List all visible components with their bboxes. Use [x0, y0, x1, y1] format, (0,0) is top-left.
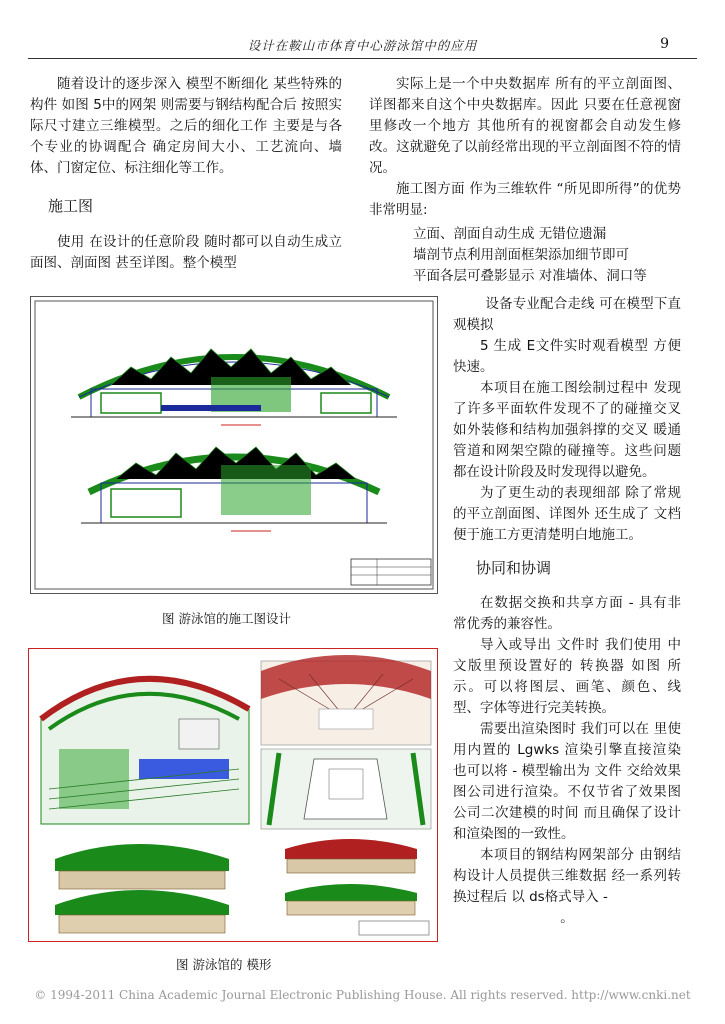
right-para-2: 施工图方面 作为三维软件 “所见即所得”的优势非常明显:: [369, 181, 681, 218]
figure-construction-drawings: [30, 296, 438, 594]
right-para-6: 为了更生动的表现细部 除了常规的平立剖面图、详图外 还生成了 文档 便于施工方更清楚明白地施工。: [453, 485, 681, 543]
elevation-render-2: [55, 890, 229, 933]
left-column-top: [30, 74, 342, 179]
right-para-1: 实际上是一个中央数据库 所有的平立剖面图、详图都来自这个中央数据库。因此 只要在任意视窗里修改一个地方 其他所有的视窗都会自动发生修改。这就避免了以前经常出现的平立剖面图不符的情况。: [369, 76, 681, 176]
right-para-7: 在数据交换和共享方面 - 具有非常优秀的兼容性。: [453, 595, 681, 632]
interior-roof-view: [261, 655, 431, 745]
figure1-caption: 图 游泳馆的施工图设计: [162, 611, 291, 626]
section-title-construction: 施工图: [48, 197, 94, 215]
list-item: 墙剖节点利用剖面框架添加细节即可: [413, 247, 629, 263]
right-para-10-end: 。: [560, 910, 574, 926]
model-render-image: [29, 649, 437, 941]
right-para-5: 本项目在施工图绘制过程中 发现了许多平面软件发现不了的碰撞交叉 如外装修和结构加强斜撑的交叉 暖通管道和网架空隙的碰撞等。这些问题都在设计阶段及时发现得以避免。: [453, 380, 681, 480]
section-title-collaboration: 协同和协调: [476, 559, 552, 577]
right-para-3: 设备专业配合走线 可在模型下直观模拟: [453, 296, 681, 333]
construction-drawing-image: [31, 297, 437, 593]
section-drawing-1: [71, 349, 397, 425]
right-para-10: 本项目的钢结构网架部分 由钢结构设计人员提供三维数据 经一系列转换过程后 以 ds格式导入 -: [453, 847, 681, 905]
left-column-mid: [30, 232, 342, 274]
page-header: [28, 34, 697, 59]
running-title: 设计在鞍山市体育中心游泳馆中的应用: [247, 38, 478, 53]
section-construction: [30, 196, 342, 217]
copyright-footer: © 1994-2011 China Academic Journal Electronic Publishing House. All rights reserved. http://www.cnki.net: [34, 988, 691, 1002]
cutaway-view: [41, 679, 249, 824]
list-item: 平面各层可叠影显示 对准墙体、洞口等: [413, 268, 647, 284]
section-collaboration: [476, 558, 686, 579]
list-item: 立面、剖面自动生成 无错位遗漏: [413, 226, 607, 242]
elevation-render-3: [285, 839, 417, 873]
right-column-bottom: [453, 593, 681, 929]
construction-list: [369, 224, 699, 287]
figure-3d-model: [28, 648, 438, 942]
elevation-render-4: [285, 884, 429, 935]
right-para-4: 5 生成 E文件实时观看模型 方便快速。: [453, 338, 681, 375]
right-column-mid: [453, 294, 681, 546]
figure2-caption: 图 游泳馆的 模形: [176, 957, 272, 972]
section-drawing-2: [81, 447, 387, 531]
right-column-top: [369, 74, 681, 221]
left-para-1: 随着设计的逐步深入 模型不断细化 某些特殊的构件 如图 5中的网架 则需要与钢结构配合后 按照实际尺寸建立三维模型。之后的细化工作 主要是与各个专业的协调配合 确定房间大小、工艺流向、墙体、门窗定位、标注细化等工作。: [30, 76, 342, 176]
right-para-8: 导入或导出 文件时 我们使用 中文版里预设置好的 转换器 如图 所示。可以将图层、画笔、颜色、线型、字体等进行完美转换。: [453, 637, 681, 716]
right-para-9: 需要出渲染图时 我们可以在 里使用内置的 Lgwks 渲染引擎直接渲染 也可以将 - 模型输出为 文件 交给效果图公司进行渲染。不仅节省了效果图公司二次建模的时间 而且确保了设计和渲染图的一致性。: [453, 721, 681, 842]
left-para-2: 使用 在设计的任意阶段 随时都可以自动生成立面图、剖面图 甚至详图。整个模型: [30, 234, 342, 271]
pool-view: [261, 749, 431, 829]
elevation-render-1: [55, 844, 229, 889]
page-number: 9: [660, 36, 669, 52]
